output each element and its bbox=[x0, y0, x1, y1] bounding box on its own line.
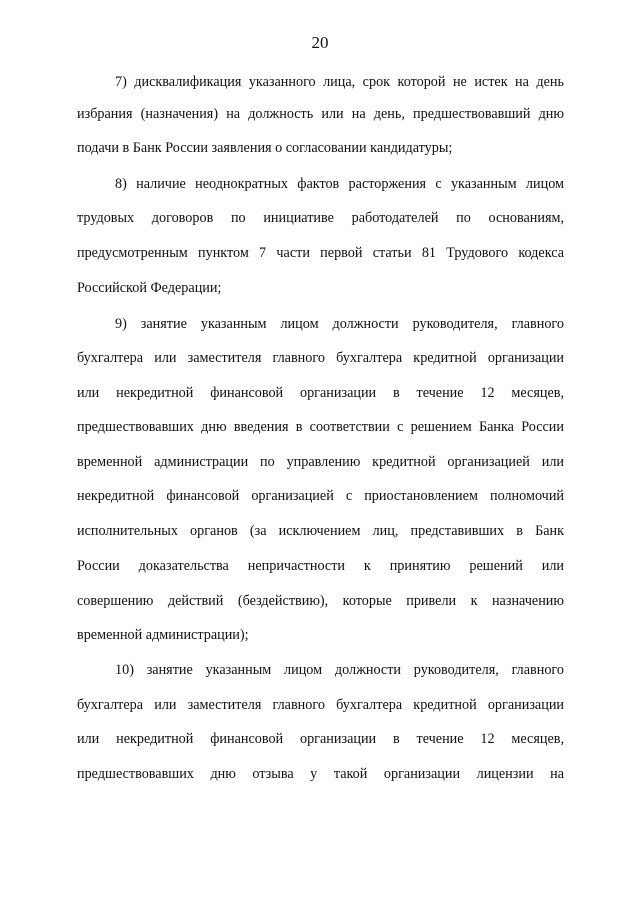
paragraph-8-line-4: Российской Федерации; bbox=[77, 280, 222, 296]
paragraph-9-line-10: временной администрации); bbox=[77, 627, 249, 643]
paragraph-8-line-1: 8) наличие неоднократных фактов расторжения с указанным лицом bbox=[115, 176, 564, 192]
paragraph-9-line-4: предшествовавших дню введения в соответствии с решением Банка России bbox=[77, 419, 564, 435]
paragraph-9-line-6: некредитной финансовой организацией с приостановлением полномочий bbox=[77, 488, 564, 504]
paragraph-9-line-8: России доказательства непричастности к принятию решений или bbox=[77, 558, 564, 574]
paragraph-9-line-2: бухгалтера или заместителя главного бухгалтера кредитной организации bbox=[77, 350, 564, 366]
paragraph-10-line-2: бухгалтера или заместителя главного бухгалтера кредитной организации bbox=[77, 697, 564, 713]
paragraph-9-line-5: временной администрации по управлению кредитной организацией или bbox=[77, 454, 564, 470]
paragraph-8-line-2: трудовых договоров по инициативе работодателей по основаниям, bbox=[77, 210, 564, 226]
page-number: 20 bbox=[311, 33, 329, 52]
paragraph-7-line-1: 7) дисквалификация указанного лица, срок которой не истек на день bbox=[115, 74, 564, 90]
paragraph-7-line-3: подачи в Банк России заявления о согласовании кандидатуры; bbox=[77, 140, 453, 156]
paragraph-8-line-3: предусмотренным пунктом 7 части первой статьи 81 Трудового кодекса bbox=[77, 245, 564, 261]
paragraph-9-line-9: совершению действий (бездействию), которые привели к назначению bbox=[77, 593, 564, 609]
paragraph-9-line-3: или некредитной финансовой организации в течение 12 месяцев, bbox=[77, 385, 564, 401]
paragraph-7-line-2: избрания (назначения) на должность или на день, предшествовавший дню bbox=[77, 106, 564, 122]
paragraph-10-line-4: предшествовавших дню отзыва у такой организации лицензии на bbox=[77, 766, 564, 782]
paragraph-10-line-1: 10) занятие указанным лицом должности руководителя, главного bbox=[115, 662, 564, 678]
paragraph-9-line-7: исполнительных органов (за исключением лиц, представивших в Банк bbox=[77, 523, 564, 539]
paragraph-10-line-3: или некредитной финансовой организации в течение 12 месяцев, bbox=[77, 731, 564, 747]
paragraph-9-line-1: 9) занятие указанным лицом должности руководителя, главного bbox=[115, 316, 564, 332]
